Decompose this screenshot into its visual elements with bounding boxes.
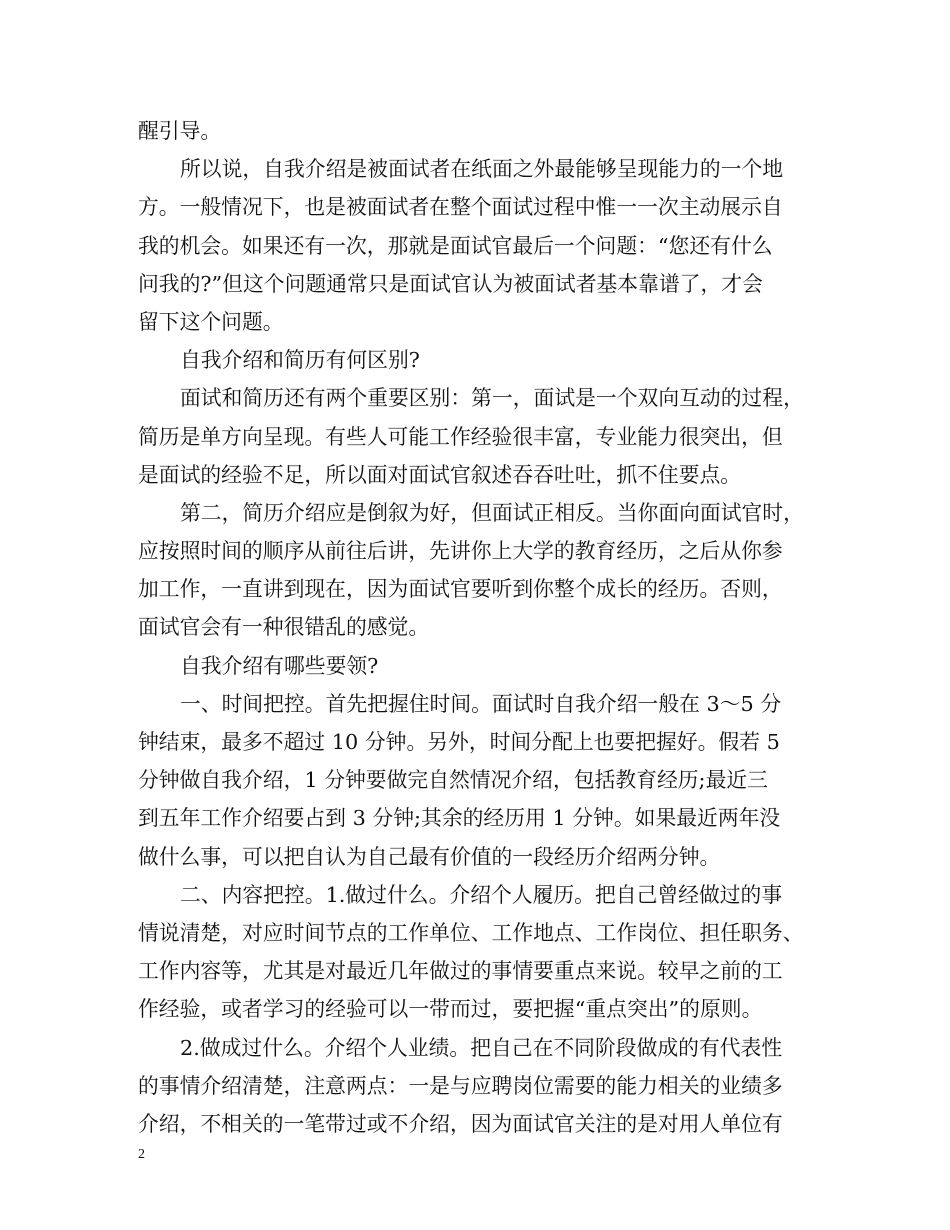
text-line: 做什么事，可以把自认为自己最有价值的一段经历介绍两分钟。 bbox=[138, 844, 721, 869]
text-line: 应按照时间的顺序从前往后讲，先讲你上大学的教育经历，之后从你参 bbox=[138, 539, 783, 564]
text-line: 面试官会有一种很错乱的感觉。 bbox=[138, 615, 430, 640]
text-line: 醒引导。 bbox=[138, 119, 222, 143]
text-line: 二、内容把控。1.做过什么。介绍个人履历。把自己曾经做过的事 bbox=[180, 882, 783, 907]
text-line: 一、时间把控。首先把握住时间。面试时自我介绍一般在 3～5 分 bbox=[180, 691, 782, 716]
text-line: 是面试的经验不足，所以面对面试官叙述吞吞吐吐，抓不住要点。 bbox=[138, 462, 742, 487]
text-line: 简历是单方向呈现。有些人可能工作经验很丰富，专业能力很突出，但 bbox=[138, 424, 783, 449]
page-number: 2 bbox=[138, 1147, 145, 1162]
text-line: 方。一般情况下，也是被面试者在整个面试过程中惟一一次主动展示自 bbox=[138, 195, 783, 220]
text-line: 面试和简历还有两个重要区别：第一，面试是一个双向互动的过程， bbox=[180, 386, 804, 411]
text-line: 我的机会。如果还有一次，那就是面试官最后一个问题：“您还有什么 bbox=[138, 233, 773, 258]
text-line: 情说清楚，对应时间节点的工作单位、工作地点、工作岗位、担任职务、 bbox=[138, 920, 804, 945]
section-heading: 自我介绍和简历有何区别? bbox=[180, 348, 420, 373]
section-heading: 自我介绍有哪些要领? bbox=[180, 653, 379, 678]
text-line: 2.做成过什么。介绍个人业绩。把自己在不同阶段做成的有代表性 bbox=[180, 1035, 783, 1060]
text-line: 加工作，一直讲到现在，因为面试官要听到你整个成长的经历。否则， bbox=[138, 577, 783, 602]
text-line: 到五年工作介绍要占到 3 分钟;其余的经历用 1 分钟。如果最近两年没 bbox=[138, 806, 781, 831]
text-line: 分钟做自我介绍，1 分钟要做完自然情况介绍，包括教育经历;最近三 bbox=[138, 768, 768, 793]
text-line: 留下这个问题。 bbox=[138, 309, 284, 334]
text-line: 工作内容等，尤其是对最近几年做过的事情要重点来说。较早之前的工 bbox=[138, 959, 783, 984]
text-line: 所以说，自我介绍是被面试者在纸面之外最能够呈现能力的一个地 bbox=[180, 157, 784, 182]
text-line: 钟结束，最多不超过 10 分钟。另外，时间分配上也要把握好。假若 5 bbox=[138, 730, 780, 754]
text-line: 作经验，或者学习的经验可以一带而过，要把握“重点突出”的原则。 bbox=[138, 997, 763, 1022]
text-line: 问我的?”但这个问题通常只是面试官认为被面试者基本靠谱了，才会 bbox=[138, 271, 763, 296]
text-line: 第二，简历介绍应是倒叙为好，但面试正相反。当你面向面试官时， bbox=[180, 500, 804, 525]
text-line: 的事情介绍清楚，注意两点：一是与应聘岗位需要的能力相关的业绩多 bbox=[138, 1073, 783, 1098]
body-text bbox=[138, 112, 818, 1143]
text-line: 介绍，不相关的一笔带过或不介绍，因为面试官关注的是对用人单位有 bbox=[138, 1111, 783, 1136]
